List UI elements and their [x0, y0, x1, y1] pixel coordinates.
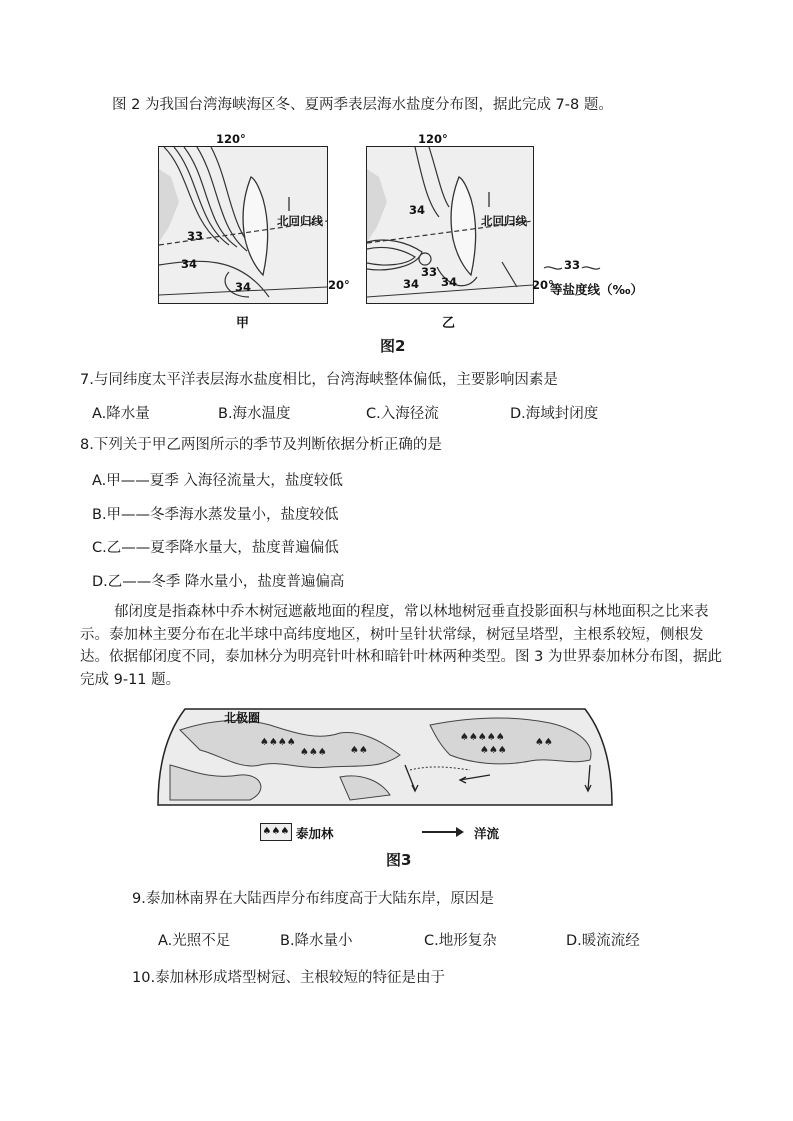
isoline-label-a1: 33: [187, 229, 204, 243]
q8-stem: 8.下列关于甲乙两图所示的季节及判断依据分析正确的是: [80, 437, 442, 453]
salinity-map-a: [158, 146, 328, 304]
q9-option-c: C.地形复杂: [424, 933, 497, 949]
tropic-label-b: 北回归线: [481, 214, 527, 228]
figure-2: [150, 128, 650, 358]
q8-option-b: B.甲——冬季海水蒸发量小，盐度较低: [92, 507, 339, 523]
taiga-legend-icon: ♠♠♠: [260, 823, 292, 841]
svg-text:♠♠♠♠♠: ♠♠♠♠♠: [460, 732, 505, 743]
salinity-map-b: [366, 146, 534, 304]
legend-current-label: 洋流: [474, 826, 500, 841]
q9-option-d: D.暖流流经: [566, 933, 640, 949]
passage: [80, 601, 730, 691]
q7-option-c: C.入海径流: [366, 406, 439, 422]
intro-fig2: 图 2 为我国台湾海峡海区冬、夏两季表层海水盐度分布图，据此完成 7-8 题。: [112, 97, 613, 113]
q9-stem: 9.泰加林南界在大陆西岸分布纬度高于大陆东岸，原因是: [132, 891, 494, 907]
figure-3-caption: 图3: [386, 851, 412, 869]
tropic-label-a: 北回归线: [277, 214, 323, 228]
q7-option-d: D.海域封闭度: [510, 406, 599, 422]
q7-option-a: A.降水量: [92, 406, 150, 422]
q8-option-a: A.甲——夏季 入海径流量大，盐度较低: [92, 473, 343, 489]
q8-option-c: C.乙——夏季降水量大，盐度普遍偏低: [92, 540, 339, 556]
map-a-name: 甲: [236, 316, 250, 331]
legend-taiga-label: 泰加林: [296, 826, 334, 841]
figure-2-caption: 图2: [380, 337, 406, 355]
svg-text:♠♠♠♠: ♠♠♠♠: [260, 737, 296, 748]
figure-3: [150, 695, 620, 870]
current-legend-arrow-icon: [420, 826, 468, 838]
svg-text:♠♠: ♠♠: [350, 745, 368, 756]
isoline-label-b1: 34: [409, 203, 426, 217]
svg-text:♠♠♠: ♠♠♠: [300, 747, 327, 758]
q7-stem: 7.与同纬度太平洋表层海水盐度相比，台湾海峡整体偏低，主要影响因素是: [80, 372, 558, 388]
isoline-label-a2: 34: [235, 280, 252, 294]
isoline-label-b2: 33: [421, 265, 438, 279]
svg-text:♠♠: ♠♠: [535, 737, 553, 748]
legend-value: 33: [564, 258, 581, 272]
q10-stem: 10.泰加林形成塔型树冠、主根较短的特征是由于: [132, 970, 446, 986]
isoline-label-b4: 34: [441, 275, 458, 289]
q9-option-a: A.光照不足: [158, 933, 231, 949]
lon-label-a: 120°: [216, 132, 246, 146]
lon-label-b: 120°: [418, 132, 448, 146]
svg-text:♠♠♠: ♠♠♠: [480, 745, 507, 756]
taiga-world-map: [150, 695, 620, 815]
passage-text: 郁闭度是指森林中乔木树冠遮蔽地面的程度，常以林地树冠垂直投影面积与林地面积之比来表示。泰加林主要分布在北半球中高纬度地区，树叶呈针状常绿，树冠呈塔型，主根系较短，侧根发达。依据郁闭度不同，泰加林分为明亮针叶林和暗针叶林两种类型。图 3 为世界泰加林分布图，据此完成 9-11 题。: [80, 604, 722, 688]
lat-label-a: 20°: [328, 278, 350, 292]
isoline-label-b3: 34: [403, 277, 420, 291]
q7-option-b: B.海水温度: [218, 406, 291, 422]
isoline-label-a0: 34: [181, 257, 198, 271]
lat-label-b: 20°: [532, 278, 554, 292]
q9-option-b: B.降水量小: [280, 933, 353, 949]
legend-label: 等盐度线（‰）: [550, 282, 643, 297]
q8-option-d: D.乙——冬季 降水量小，盐度普遍偏高: [92, 574, 345, 590]
map-b-name: 乙: [442, 316, 456, 331]
pole-circle-label: 北极圈: [224, 711, 261, 725]
